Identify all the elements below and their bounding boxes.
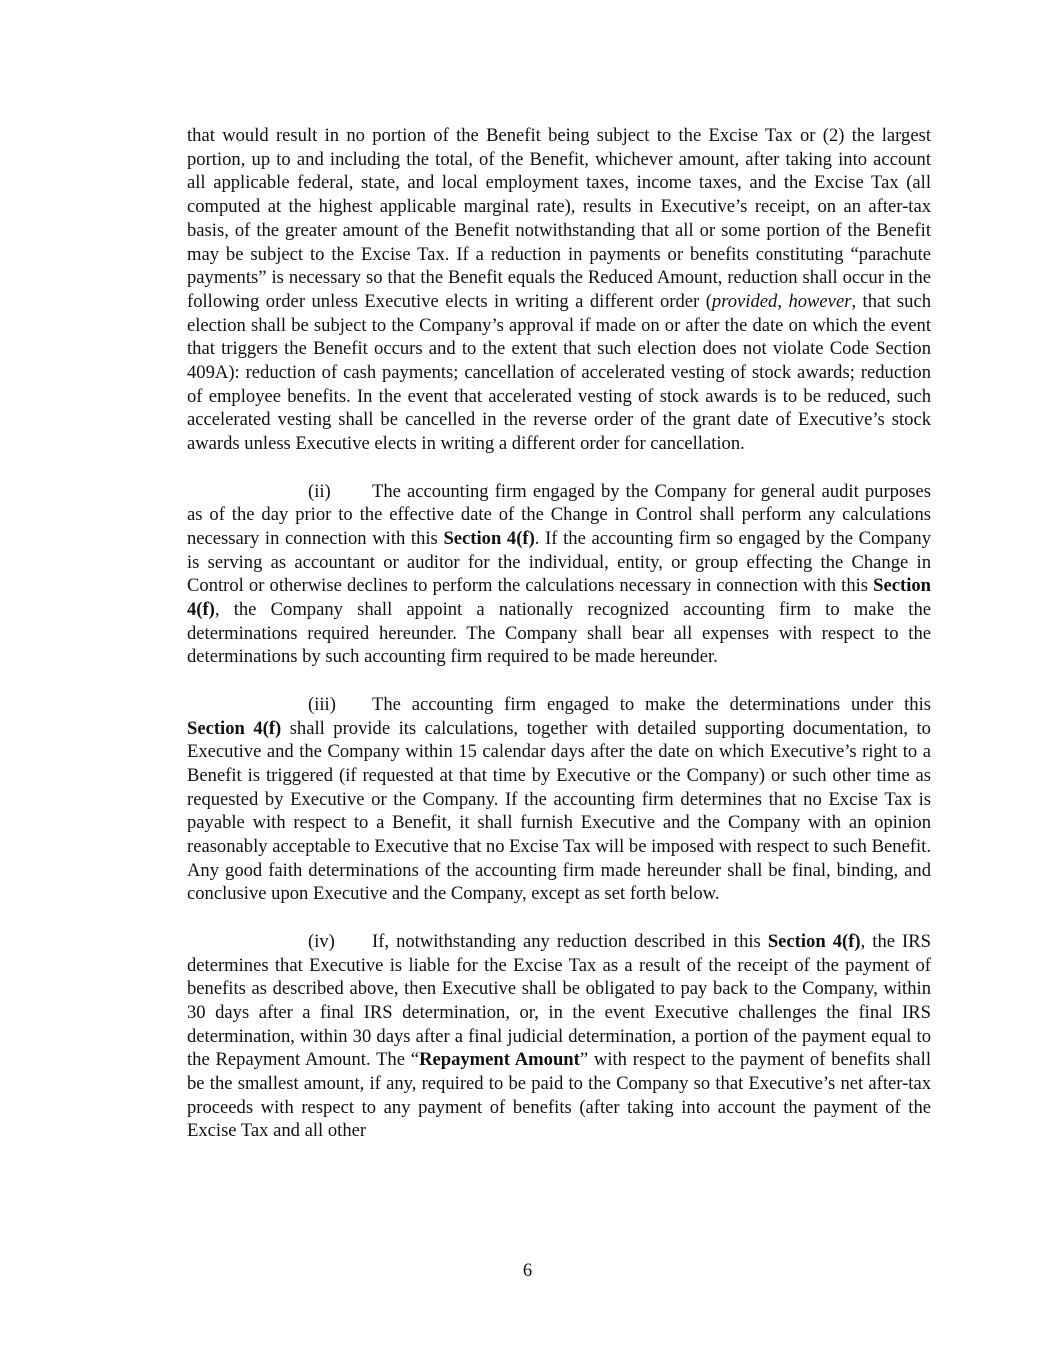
text-run: , the Company shall appoint a nationally recognized accounting firm to make the determinations required hereunder. The Company shall bear all expenses with respect to the determinations by such accounting firm required to be made hereunder.: [187, 599, 931, 668]
section-reference: Section 4(f): [767, 930, 861, 952]
text-run: ,: [777, 290, 789, 312]
document-body: [187, 124, 931, 1143]
italic-term: provided: [711, 290, 778, 312]
paragraph-continuation: [187, 124, 931, 456]
text-run: The accounting firm engaged by the Company for general audit purposes as of the day prior to the effective date of the Change in Control shall perform any calculations necessary in connection with this: [187, 480, 931, 549]
text-run: , the IRS determines that Executive is liable for the Excise Tax as a result of the receipt of the payment of benefits as described above, then Executive shall be obligated to pay back to the Company, within 30 days after a final IRS determination, or, in the event Executive challenges the final IRS determination, within 30 days after a final judicial determination, a portion of the payment equal to the Repayment Amount. The “: [187, 930, 931, 1071]
text-run: shall provide its calculations, together with detailed supporting documentation, to Executive and the Company within 15 calendar days after the date on which Executive’s right to a Benefit is triggered (if requested at that time by Executive or the Company) or such other time as requested by Executive or the Company. If the accounting firm determines that no Excise Tax is payable with respect to a Benefit, it shall furnish Executive and the Company with an opinion reasonably acceptable to Executive that no Excise Tax will be imposed with respect to such Benefit. Any good faith determinations of the accounting firm made hereunder shall be final, binding, and conclusive upon Executive and the Company, except as set forth below.: [187, 717, 931, 905]
text-run: . If the accounting firm so engaged by the Company is serving as accountant or auditor for the individual, entity, or group effecting the Change in Control or otherwise declines to perform the calculations necessary in connection with this: [187, 527, 931, 597]
text-run: If, notwithstanding any reduction described in this: [372, 930, 768, 952]
paragraph-number: (ii): [308, 480, 331, 502]
defined-term: Repayment Amount: [419, 1049, 580, 1071]
page-number: 6: [522, 1260, 533, 1281]
section-reference: Section 4(f): [187, 575, 931, 621]
section-reference: Section 4(f): [187, 717, 282, 739]
italic-term: however: [788, 290, 852, 312]
paragraph-number: (iii): [308, 693, 336, 715]
paragraph-iv: [187, 930, 931, 1143]
paragraph-iii: [187, 693, 931, 906]
paragraph-number: (iv): [308, 930, 335, 952]
text-run: The accounting firm engaged to make the determinations under this: [372, 693, 931, 715]
text-run: , that such election shall be subject to the Company’s approval if made on or after the date on which the event that triggers the Benefit occurs and to the extent that such election does not violate Code Section 409A): reduction of cash payments; cancellation of accelerated vesting of stock awards; reduction of employee benefits. In the event that accelerated vesting of stock awards is to be reduced, such accelerated vesting shall be cancelled in the reverse order of the grant date of Executive’s stock awards unless Executive elects in writing a different order for cancellation.: [187, 290, 931, 455]
section-reference: Section 4(f): [443, 527, 535, 549]
paragraph-ii: [187, 480, 931, 670]
text-run: ” with respect to the payment of benefits shall be the smallest amount, if any, required to be paid to the Company so that Executive’s net after-tax proceeds with respect to any payment of benefits (after taking into account the payment of the Excise Tax and all other: [187, 1049, 931, 1142]
text-run: that would result in no portion of the Benefit being subject to the Excise Tax or (2) the largest portion, up to and including the total, of the Benefit, whichever amount, after taking into account all applicable federal, state, and local employment taxes, income taxes, and the Excise Tax (all computed at the highest applicable marginal rate), results in Executive’s receipt, on an after-tax basis, of the greater amount of the Benefit notwithstanding that all or some portion of the Benefit may be subject to the Excise Tax. If a reduction in payments or benefits constituting “parachute payments” is necessary so that the Benefit equals the Reduced Amount, reduction shall occur in the following order unless Executive elects in writing a different order (: [187, 125, 931, 312]
